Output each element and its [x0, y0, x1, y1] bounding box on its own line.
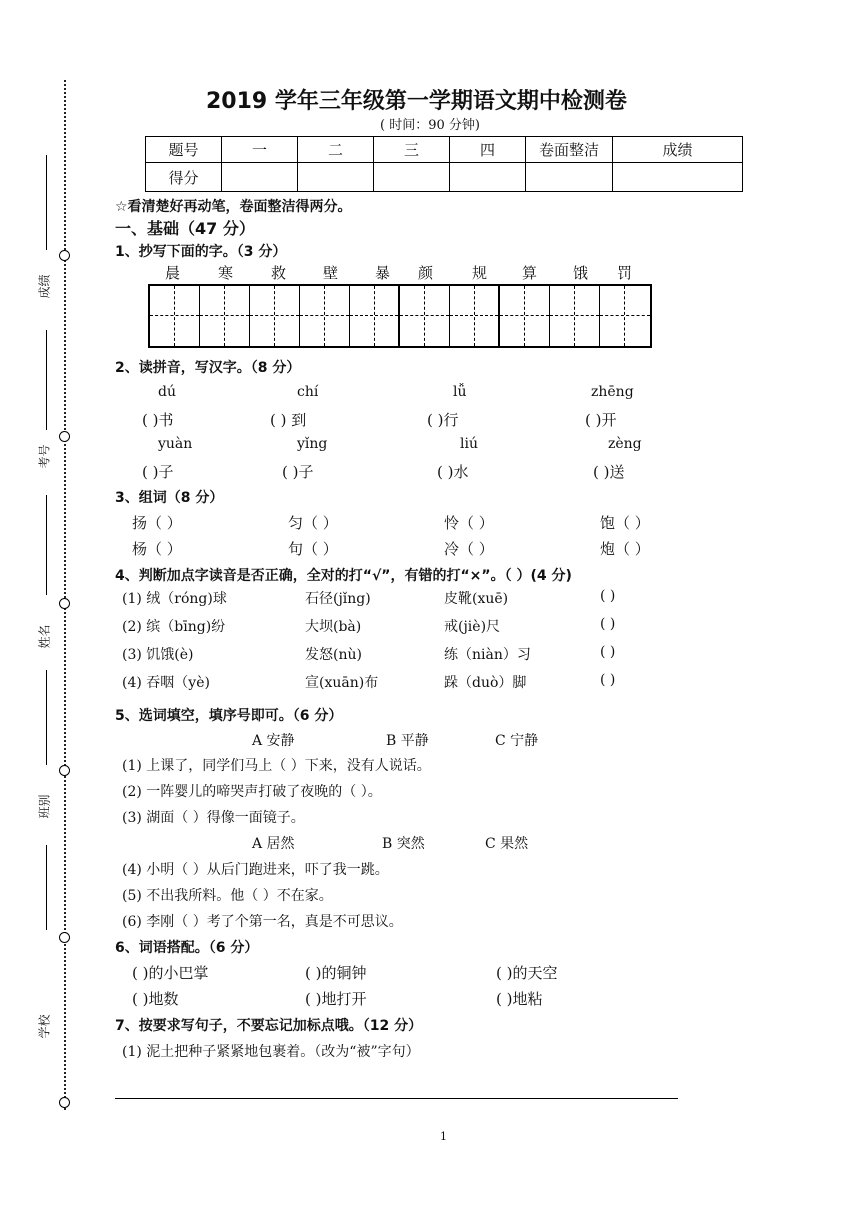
score-cell[interactable] [222, 163, 298, 192]
writing-cell[interactable] [400, 286, 450, 346]
answer-blank[interactable]: ( ) [600, 616, 616, 632]
fill-blank[interactable]: ( )行 [427, 411, 459, 429]
option: C 果然 [485, 836, 529, 852]
binding-hole [59, 765, 70, 776]
copy-char: 救 [271, 264, 287, 282]
judge-item: 跺（duò）脚 [444, 675, 527, 691]
judge-item: (3) 饥饿(è) [122, 647, 194, 663]
score-cell[interactable] [450, 163, 526, 192]
score-table-score-row [146, 163, 743, 192]
question-title: 3、组词（8 分） [115, 490, 224, 506]
judge-item: 石径(jǐng) [305, 591, 371, 607]
fill-sentence[interactable]: (4) 小明（ ）从后门跑进来，吓了我一跳。 [122, 862, 389, 878]
fill-sentence[interactable]: (1) 上课了，同学们马上（ ）下来，没有人说话。 [122, 758, 431, 774]
judge-item: 宣(xuān)布 [305, 675, 379, 691]
side-label-class: 班别 [37, 794, 52, 819]
judge-item: 练（niàn）习 [444, 647, 531, 663]
fill-sentence[interactable]: (6) 李刚（ ）考了个第一名，真是不可思议。 [122, 914, 403, 930]
score-table [145, 136, 743, 192]
option: C 宁静 [495, 733, 539, 749]
side-label-school: 学校 [37, 1014, 52, 1039]
copy-char: 规 [472, 264, 488, 282]
copy-char: 晨 [165, 264, 181, 282]
pinyin: chí [297, 384, 319, 400]
writing-cell[interactable] [150, 286, 200, 346]
judge-item: 发怒(nù) [305, 647, 362, 663]
fill-sentence[interactable]: (3) 湖面（ ）得像一面镜子。 [122, 810, 305, 826]
binding-hole [59, 431, 70, 442]
writing-cell[interactable] [550, 286, 600, 346]
answer-line[interactable] [115, 1098, 678, 1099]
writing-cell[interactable] [250, 286, 300, 346]
match-blank[interactable]: ( )地数 [132, 990, 179, 1008]
writing-cell[interactable] [200, 286, 250, 346]
side-label-exam-number: 考号 [37, 444, 52, 469]
question-title: 7、按要求写句子，不要忘记加标点哦。（12 分） [115, 1018, 423, 1034]
side-write-line [46, 670, 47, 765]
score-header-cell: 二 [298, 137, 374, 163]
judge-item: 大坝(bà) [305, 619, 362, 635]
word-group[interactable]: 匀（ ） [288, 514, 338, 532]
pinyin: yuàn [158, 436, 193, 452]
score-header-cell: 题号 [146, 137, 222, 163]
match-blank[interactable]: ( )的小巴掌 [132, 964, 209, 982]
writing-cell[interactable] [450, 286, 500, 346]
writing-cell[interactable] [350, 286, 400, 346]
match-blank[interactable]: ( )的天空 [496, 964, 558, 982]
fill-blank[interactable]: ( )书 [142, 411, 174, 429]
judge-item: (1) 绒（róng)球 [122, 591, 227, 607]
rewrite-item: (1) 泥土把种子紧紧地包裹着。（改为“被”字句） [122, 1044, 420, 1060]
fill-sentence[interactable]: (5) 不出我所料。他（ ）不在家。 [122, 888, 333, 904]
word-group[interactable]: 杨（ ） [132, 540, 182, 558]
judge-item: 戒(jiè)尺 [444, 619, 501, 635]
score-cell[interactable] [374, 163, 450, 192]
side-write-line [46, 845, 47, 930]
option: A 居然 [252, 836, 295, 852]
binding-hole [59, 932, 70, 943]
question-title: 2、读拼音，写汉字。（8 分） [115, 360, 301, 376]
word-group[interactable]: 炮（ ） [600, 540, 650, 558]
score-header-cell: 成绩 [613, 137, 743, 163]
score-table-header-row [146, 137, 743, 163]
writing-grid [148, 284, 652, 348]
pinyin: zèng [608, 436, 642, 452]
option: B 平静 [386, 733, 429, 749]
section-heading: 一、基础（47 分） [115, 219, 255, 238]
side-label-name: 姓名 [37, 624, 52, 649]
score-cell[interactable] [526, 163, 613, 192]
fill-blank[interactable]: ( )送 [593, 463, 625, 481]
score-header-cell: 三 [374, 137, 450, 163]
page-number: 1 [440, 1130, 447, 1143]
binding-hole [59, 250, 70, 261]
word-group[interactable]: 冷（ ） [444, 540, 494, 558]
side-label-score: 成绩 [37, 274, 52, 299]
binding-hole [59, 1097, 70, 1108]
word-group[interactable]: 句（ ） [288, 540, 338, 558]
writing-cell[interactable] [500, 286, 550, 346]
question-title: 1、抄写下面的字。（3 分） [115, 244, 287, 260]
writing-cell[interactable] [600, 286, 650, 346]
side-write-line [46, 155, 47, 250]
question-title: 6、词语搭配。（6 分） [115, 940, 259, 956]
answer-blank[interactable]: ( ) [600, 644, 616, 660]
copy-char: 算 [522, 264, 538, 282]
binding-dotted-line [64, 80, 66, 1110]
pinyin: lǚ [453, 384, 467, 400]
fill-blank[interactable]: ( )子 [282, 463, 314, 481]
side-write-line [46, 330, 47, 430]
fill-blank[interactable]: ( ) 到 [270, 411, 307, 429]
page-title: 2019 学年三年级第一学期语文期中检测卷 [206, 89, 627, 114]
match-blank[interactable]: ( )地粘 [496, 990, 543, 1008]
match-blank[interactable]: ( )地打开 [305, 990, 367, 1008]
fill-blank[interactable]: ( )子 [142, 463, 174, 481]
answer-blank[interactable]: ( ) [600, 588, 616, 604]
question-title: 4、判断加点字读音是否正确，全对的打“√”，有错的打“×”。（ ）(4 分) [115, 568, 572, 584]
fill-blank[interactable]: ( )水 [437, 463, 469, 481]
score-cell[interactable] [298, 163, 374, 192]
word-group[interactable]: 饱（ ） [600, 514, 650, 532]
copy-char: 暴 [375, 264, 391, 282]
time-note: ( 时间：90 分钟) [380, 118, 480, 133]
score-cell[interactable] [613, 163, 743, 192]
pinyin: yǐng [297, 436, 328, 452]
score-header-cell: 一 [222, 137, 298, 163]
judge-item: (2) 缤（bīng)纷 [122, 619, 226, 635]
judge-item: (4) 吞咽（yè) [122, 675, 210, 691]
pinyin: liú [460, 436, 478, 452]
word-group[interactable]: 扬（ ） [132, 514, 182, 532]
copy-char: 颜 [418, 264, 434, 282]
copy-char: 寒 [218, 264, 234, 282]
question-title: 5、选词填空，填序号即可。（6 分） [115, 708, 343, 724]
notice: ☆看清楚好再动笔，卷面整洁得两分。 [115, 199, 352, 215]
answer-blank[interactable]: ( ) [600, 672, 616, 688]
fill-blank[interactable]: ( )开 [585, 411, 617, 429]
binding-hole [59, 598, 70, 609]
pinyin: dú [158, 384, 176, 400]
fill-sentence[interactable]: (2) 一阵婴儿的啼哭声打破了夜晚的（ ）。 [122, 784, 382, 800]
side-write-line [46, 495, 47, 595]
option: B 突然 [382, 836, 425, 852]
score-header-cell: 卷面整洁 [526, 137, 613, 163]
option: A 安静 [252, 733, 295, 749]
copy-char: 壁 [323, 264, 339, 282]
word-group[interactable]: 怜（ ） [444, 514, 494, 532]
copy-char: 饿 [573, 264, 589, 282]
writing-cell[interactable] [300, 286, 350, 346]
pinyin: zhēng [591, 384, 634, 400]
copy-char: 罚 [617, 264, 633, 282]
match-blank[interactable]: ( )的铜钟 [305, 964, 367, 982]
judge-item: 皮靴(xuē) [444, 591, 509, 607]
score-row-label: 得分 [146, 163, 222, 192]
score-header-cell: 四 [450, 137, 526, 163]
